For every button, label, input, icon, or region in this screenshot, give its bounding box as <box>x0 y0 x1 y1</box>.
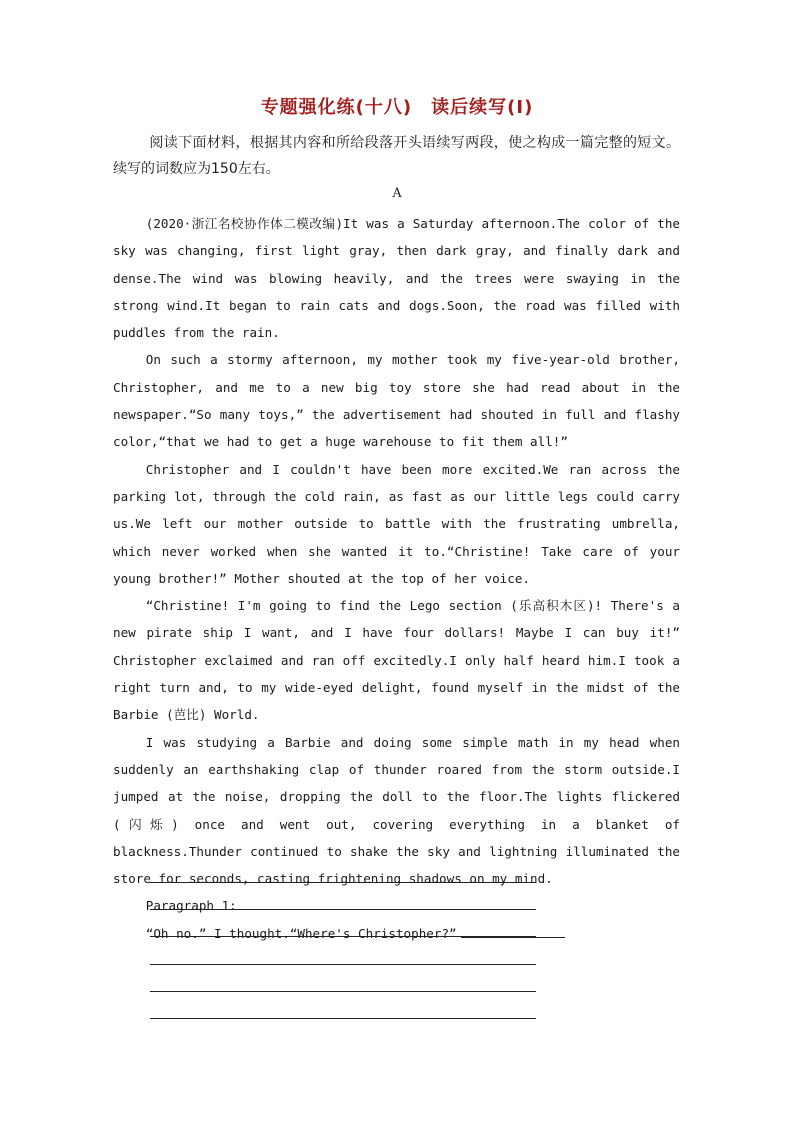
answer-lines <box>150 882 536 1019</box>
story-paragraph-1: (2020·浙江名校协作体二模改编)It was a Saturday afternoon.The color of the sky was changing, first light gray, then dark gray, and finally dark and dense.The wind was blowing heavily, and the trees were swaying in the strong wind.It began to rain cats and dogs.Soon, the road was filled with puddles from the rain. <box>113 216 680 341</box>
story-paragraph-3: Christopher and I couldn't have been more excited.We ran across the parking lot, through the cold rain, as fast as our little legs could carry us.We left our mother outside to battle with the frustrating umbrella, which never worked when she wanted it to.“Christine! Take care of your young brother!” Mother shouted at the top of her voice. <box>113 461 680 586</box>
prompt-start-text: “Oh no.” I thought.“Where's Christopher?” <box>145 925 457 941</box>
story-text <box>113 210 680 947</box>
paragraph-1-label: Paragraph 1: <box>145 898 237 914</box>
section-label: A <box>392 185 402 200</box>
answer-line[interactable] <box>150 937 536 964</box>
story-paragraph-2: On such a stormy afternoon, my mother took my five-year-old brother, Christopher, and me to a new big toy store she had read about in the newspaper.“So many toys,” the advertisement had shouted in full and flashy color,“that we had to get a huge warehouse to fit them all!” <box>113 352 680 450</box>
story-paragraph-5: I was studying a Barbie and doing some simple math in my head when suddenly an earthshaking clap of thunder roared from the storm outside.I jumped at the noise, dropping the doll to the floor.The lights flickered (闪烁) once and went out, covering everything in a blanket of blackness.Thunder continued to shake the sky and lightning illuminated the store for seconds, casting frightening shadows on my mind. <box>113 734 680 887</box>
answer-line[interactable] <box>150 992 536 1019</box>
answer-line[interactable] <box>150 910 536 937</box>
instruction-text <box>113 130 680 182</box>
answer-line[interactable] <box>150 883 536 910</box>
story-paragraph-4: “Christine! I'm going to find the Lego section (乐高积木区)! There's a new pirate ship I want, and I have four dollars! Maybe I can buy it!” Christopher exclaimed and ran off excitedly.I only half heard him.I took a right turn and, to my wide-eyed delight, found myself in the midst of the Barbie (芭比) World. <box>113 598 680 723</box>
instruction-paragraph: 阅读下面材料，根据其内容和所给段落开头语续写两段，使之构成一篇完整的短文。续写的词数应为150左右。 <box>113 135 680 177</box>
answer-line[interactable] <box>150 965 536 992</box>
page-title: 专题强化练(十八) 读后续写(Ⅰ) <box>260 97 534 118</box>
